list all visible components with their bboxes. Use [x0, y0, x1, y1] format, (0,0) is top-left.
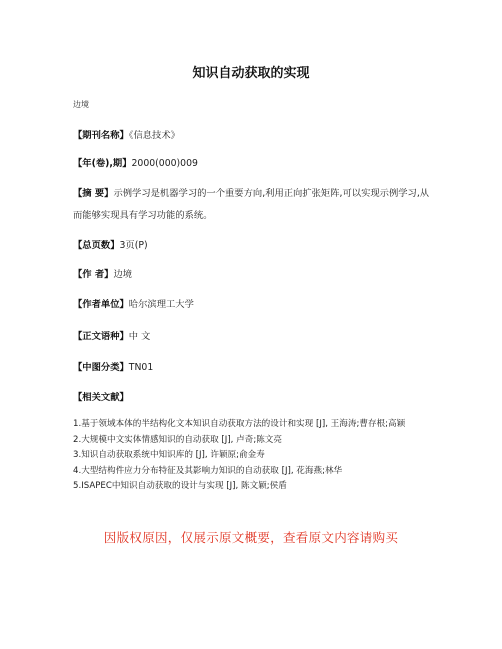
field-label: 【作者单位】 — [73, 299, 129, 310]
field-label: 【正文语种】 — [73, 331, 129, 342]
field-value: 3页(P) — [119, 240, 148, 251]
reference-item[interactable]: 2.大规模中文实体情感知识的自动获取 [J], 卢奇;陈文亮 — [73, 434, 282, 445]
abstract-text: 示例学习是机器学习的一个重要方向,利用正向扩张矩阵,可以实现示例学习,从而能够实现具有学习功能的系统。 — [73, 188, 430, 221]
field-affiliation — [73, 296, 194, 310]
field-value: 哈尔滨理工大学 — [128, 299, 194, 310]
field-value: 《信息技术》 — [128, 130, 180, 141]
field-total-pages — [73, 237, 148, 251]
field-value: TN01 — [128, 362, 154, 373]
field-author — [73, 266, 132, 280]
reference-item[interactable]: 3.知识自动获取系统中知识库的 [J], 许颖原;俞金寿 — [73, 450, 265, 460]
field-year-issue — [73, 155, 198, 169]
field-value: 边境 — [113, 269, 133, 280]
field-label: 【期刊名称】 — [73, 130, 129, 141]
reference-item[interactable]: 1.基于领域本体的半结构化文本知识自动获取方法的设计和实现 [J], 王海涛;曹存根;高颖 — [73, 419, 406, 429]
abstract — [73, 183, 433, 227]
reference-item[interactable]: 4.大型结构件应力分布特征及其影响力知识的自动获取 [J], 花海燕;林华 — [73, 465, 343, 476]
field-label: 【作 者】 — [73, 269, 114, 280]
copyright-notice: 因版权原因，仅展示原文概要，查看原文内容请购买 — [103, 530, 399, 545]
field-classification — [73, 359, 153, 373]
field-journal-name — [73, 127, 180, 141]
abstract-label: 【摘 要】 — [73, 188, 114, 199]
field-language — [73, 328, 150, 342]
field-value: 2000(000)009 — [131, 158, 198, 169]
author-name: 边境 — [73, 100, 89, 109]
field-value: 中 文 — [128, 331, 151, 342]
reference-list — [73, 417, 445, 495]
reference-item[interactable]: 5.ISAPEC中知识自动获取的设计与实现 [J], 陈文颖;侯盾 — [73, 481, 287, 491]
field-label: 【总页数】 — [73, 240, 120, 251]
field-label: 【年(卷),期】 — [73, 158, 132, 169]
field-label: 【中图分类】 — [73, 362, 129, 373]
document-title: 知识自动获取的实现 — [192, 66, 310, 81]
related-literature-heading: 【相关文献】 — [73, 392, 129, 403]
